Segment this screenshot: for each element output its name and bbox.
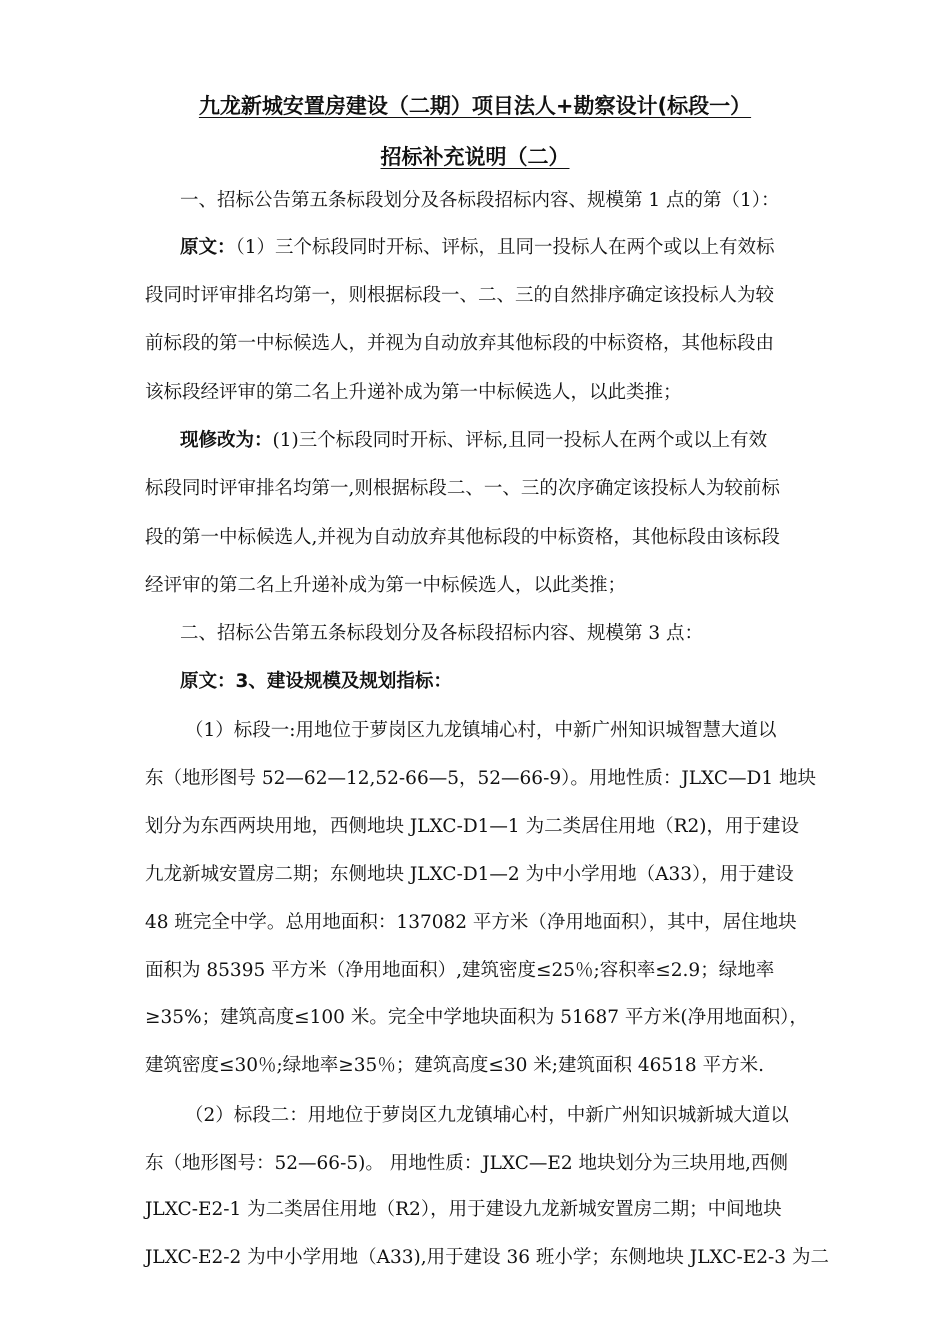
line-text: 建筑密度≤30％;绿地率≥35％；建筑高度≤30 米;建筑面积 46518 平方米. (145, 1055, 764, 1076)
paragraph-line (145, 620, 850, 648)
line-text: ≥35%；建筑高度≤100 米。完全中学地块面积为 51687 平方米(净用地面积）， (145, 1007, 808, 1028)
line-text: (1)三个标段同时开标、评标,且同一投标人在两个或以上有效 (272, 430, 768, 451)
document-subtitle (0, 143, 950, 171)
paragraph-line (145, 668, 850, 696)
line-text: 前标段的第一中标候选人，并视为自动放弃其他标段的中标资格，其他标段由 (145, 333, 775, 354)
line-text: 二、招标公告第五条标段划分及各标段招标内容、规模第 3 点： (180, 623, 704, 644)
paragraph-line (145, 282, 815, 310)
bold-lead-text: 原文：3、建设规模及规划指标： (180, 671, 452, 692)
paragraph-line (145, 1052, 815, 1080)
line-text: 划分为东西两块用地，西侧地块 JLXC-D1—1 为二类居住用地（R2)，用于建设 (145, 816, 800, 837)
line-text: 经评审的第二名上升递补成为第一中标候选人，以此类推； (145, 575, 627, 596)
line-text: 该标段经评审的第二名上升递补成为第一中标候选人，以此类推； (145, 382, 682, 403)
paragraph-line (145, 1196, 815, 1224)
paragraph-line (145, 1102, 855, 1130)
paragraph-line (145, 1004, 815, 1032)
line-text: 段同时评审排名均第一，则根据标段一、二、三的自然排序确定该投标人为较 (145, 285, 775, 306)
paragraph-line (145, 475, 815, 503)
paragraph-line (145, 379, 815, 407)
line-text: 一、招标公告第五条标段划分及各标段招标内容、规模第 1 点的第（1）： (180, 190, 780, 211)
document-subtitle-text: 招标补充说明（二） (380, 145, 570, 169)
line-text: 东（地形图号 52—62—12,52-66—5，52—66-9）。用地性质：JLXC—D1 地块 (145, 768, 817, 789)
paragraph-line (145, 427, 850, 455)
line-text: 面积为 85395 平方米（净用地面积）,建筑密度≤25％;容积率≤2.9；绿地率 (145, 960, 775, 981)
paragraph-line (145, 957, 815, 985)
paragraph-line (145, 717, 855, 745)
paragraph-line (145, 1244, 829, 1272)
line-text: （2）标段二：用地位于萝岗区九龙镇埔心村，中新广州知识城新城大道以 (185, 1105, 789, 1126)
paragraph-line (145, 861, 815, 889)
paragraph-line (145, 909, 815, 937)
line-text: JLXC-E2-2 为中小学用地（A33),用于建设 36 班小学；东侧地块 JLXC-E2-3 为二 (145, 1247, 829, 1268)
paragraph-line (145, 765, 815, 793)
paragraph-line (145, 572, 815, 600)
line-text: （1）三个标段同时开标、评标，且同一投标人在两个或以上有效标 (235, 237, 775, 258)
bold-lead-text: 现修改为： (180, 430, 273, 451)
line-text: 48 班完全中学。总用地面积：137082 平方米（净用地面积），其中，居住地块 (145, 912, 797, 933)
paragraph-line (145, 1150, 815, 1178)
line-text: （1）标段一:用地位于萝岗区九龙镇埔心村，中新广州知识城智慧大道以 (185, 720, 777, 741)
line-text: 九龙新城安置房二期；东侧地块 JLXC-D1—2 为中小学用地（A33），用于建设 (145, 864, 794, 885)
paragraph-line (145, 524, 815, 552)
document-title-text: 九龙新城安置房建设（二期）项目法人+勘察设计(标段一） (198, 94, 752, 118)
line-text: JLXC-E2-1 为二类居住用地（R2），用于建设九龙新城安置房二期；中间地块 (145, 1199, 782, 1220)
document-title (0, 92, 950, 120)
line-text: 东（地形图号：52—66-5)。 用地性质：JLXC—E2 地块划分为三块用地,西侧 (145, 1153, 788, 1174)
line-text: 标段同时评审排名均第一,则根据标段二、一、三的次序确定该投标人为较前标 (145, 478, 780, 499)
paragraph-line (145, 234, 850, 262)
paragraph-line (145, 187, 850, 215)
paragraph-line (145, 813, 815, 841)
bold-lead-text: 原文： (180, 237, 236, 258)
line-text: 段的第一中标候选人,并视为自动放弃其他标段的中标资格，其他标段由该标段 (145, 527, 780, 548)
paragraph-line (145, 330, 815, 358)
